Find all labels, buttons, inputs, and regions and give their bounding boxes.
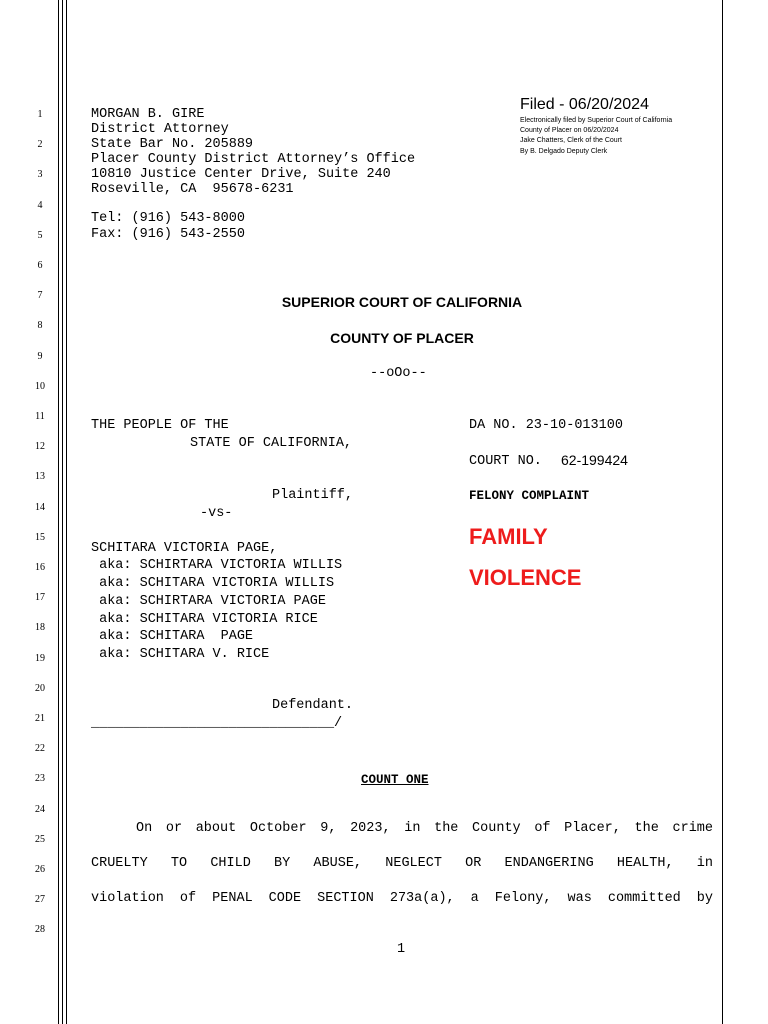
court-separator: --oOo-- <box>370 366 427 381</box>
line-number: 21 <box>35 713 45 724</box>
filed-stamp-title: Filed - 06/20/2024 <box>520 96 649 113</box>
filed-stamp-line-4: By B. Delgado Deputy Clerk <box>520 148 608 155</box>
attorney-title: District Attorney <box>91 122 229 137</box>
defendant-alias: aka: SCHITARA VICTORIA WILLIS <box>91 576 335 591</box>
line-number: 19 <box>35 652 45 664</box>
line-number: 24 <box>35 803 45 815</box>
court-county: COUNTY OF PLACER <box>330 330 474 346</box>
count-text-line-2: CRUELTY TO CHILD BY ABUSE, NEGLECT OR ENDANGERING HEALTH, in <box>91 856 713 871</box>
defendant-alias: aka: SCHITARA V. RICE <box>91 647 270 662</box>
line-number: 25 <box>35 833 45 845</box>
filed-stamp-line-2: County of Placer on 06/20/2024 <box>520 127 619 134</box>
line-number: 15 <box>35 531 45 543</box>
filed-stamp-line-3: Jake Chatters, Clerk of the Court <box>520 137 622 144</box>
state-bar-number: State Bar No. 205889 <box>91 137 254 152</box>
defendant-alias: aka: SCHIRTARA VICTORIA PAGE <box>91 594 326 609</box>
defendant-alias: aka: SCHIRTARA VICTORIA WILLIS <box>91 558 343 573</box>
family-violence-label-line-2: VIOLENCE <box>469 565 582 590</box>
da-number: DA NO. 23-10-013100 <box>469 418 623 433</box>
line-number: 9 <box>37 350 43 362</box>
line-number: 12 <box>35 441 45 453</box>
office-address-2: Roseville, CA 95678-6231 <box>91 182 294 197</box>
line-number: 16 <box>35 562 45 573</box>
page-number: 1 <box>397 942 406 957</box>
count-heading: COUNT ONE <box>361 773 429 787</box>
line-number: 18 <box>35 622 45 634</box>
line-number: 2 <box>37 139 43 151</box>
line-number: 4 <box>37 199 43 211</box>
defendant-name: SCHITARA VICTORIA PAGE, <box>91 541 278 556</box>
caption-signature-line: ______________________________/ <box>91 716 343 731</box>
line-number: 5 <box>37 229 43 241</box>
caption-vs: -vs- <box>200 506 233 521</box>
line-number: 3 <box>37 169 43 181</box>
caption-plaintiff: Plaintiff, <box>272 488 354 503</box>
office-telephone: Tel: (916) 543-8000 <box>91 211 245 226</box>
line-number: 11 <box>35 411 45 422</box>
line-number: 22 <box>35 743 45 755</box>
right-margin-rule <box>722 0 723 1024</box>
caption-people-line-1: THE PEOPLE OF THE <box>91 418 229 433</box>
document-type: FELONY COMPLAINT <box>469 489 590 503</box>
line-number: 26 <box>35 864 45 875</box>
filed-stamp-line-1: Electronically filed by Superior Court of California <box>520 117 673 124</box>
line-number: 6 <box>37 260 43 271</box>
line-number: 13 <box>35 471 45 483</box>
line-number: 14 <box>35 501 45 513</box>
defendant-alias: aka: SCHITARA VICTORIA RICE <box>91 612 318 627</box>
line-number: 20 <box>35 682 45 694</box>
line-number: 7 <box>37 290 43 302</box>
office-fax: Fax: (916) 543-2550 <box>91 227 245 242</box>
caption-defendant: Defendant. <box>272 698 354 713</box>
left-margin-rule-text <box>66 0 67 1024</box>
caption-people-line-2: STATE OF CALIFORNIA, <box>190 436 353 451</box>
count-text-line-3: violation of PENAL CODE SECTION 273a(a), a Felony, was committed by <box>91 891 713 906</box>
line-number: 28 <box>35 924 45 936</box>
office-address-1: 10810 Justice Center Drive, Suite 240 <box>91 167 391 182</box>
court-number-label: COURT NO. <box>469 454 542 469</box>
line-number: 27 <box>35 894 45 906</box>
line-number: 10 <box>35 380 45 392</box>
attorney-name: MORGAN B. GIRE <box>91 107 205 122</box>
family-violence-label-line-1: FAMILY <box>469 524 548 549</box>
left-margin-rule-outer <box>58 0 59 1024</box>
court-number: 62-199424 <box>561 452 628 468</box>
court-name: SUPERIOR COURT OF CALIFORNIA <box>281 294 523 310</box>
line-number: 17 <box>35 592 45 604</box>
line-number: 8 <box>37 320 43 332</box>
office-name: Placer County District Attorney’s Office <box>91 152 416 167</box>
count-text-line-1: On or about October 9, 2023, in the County of Placer, the crime <box>136 821 713 836</box>
line-number: 23 <box>35 773 45 785</box>
line-number: 1 <box>37 109 43 120</box>
left-margin-rule-inner <box>62 0 63 1024</box>
defendant-alias: aka: SCHITARA PAGE <box>91 629 254 644</box>
